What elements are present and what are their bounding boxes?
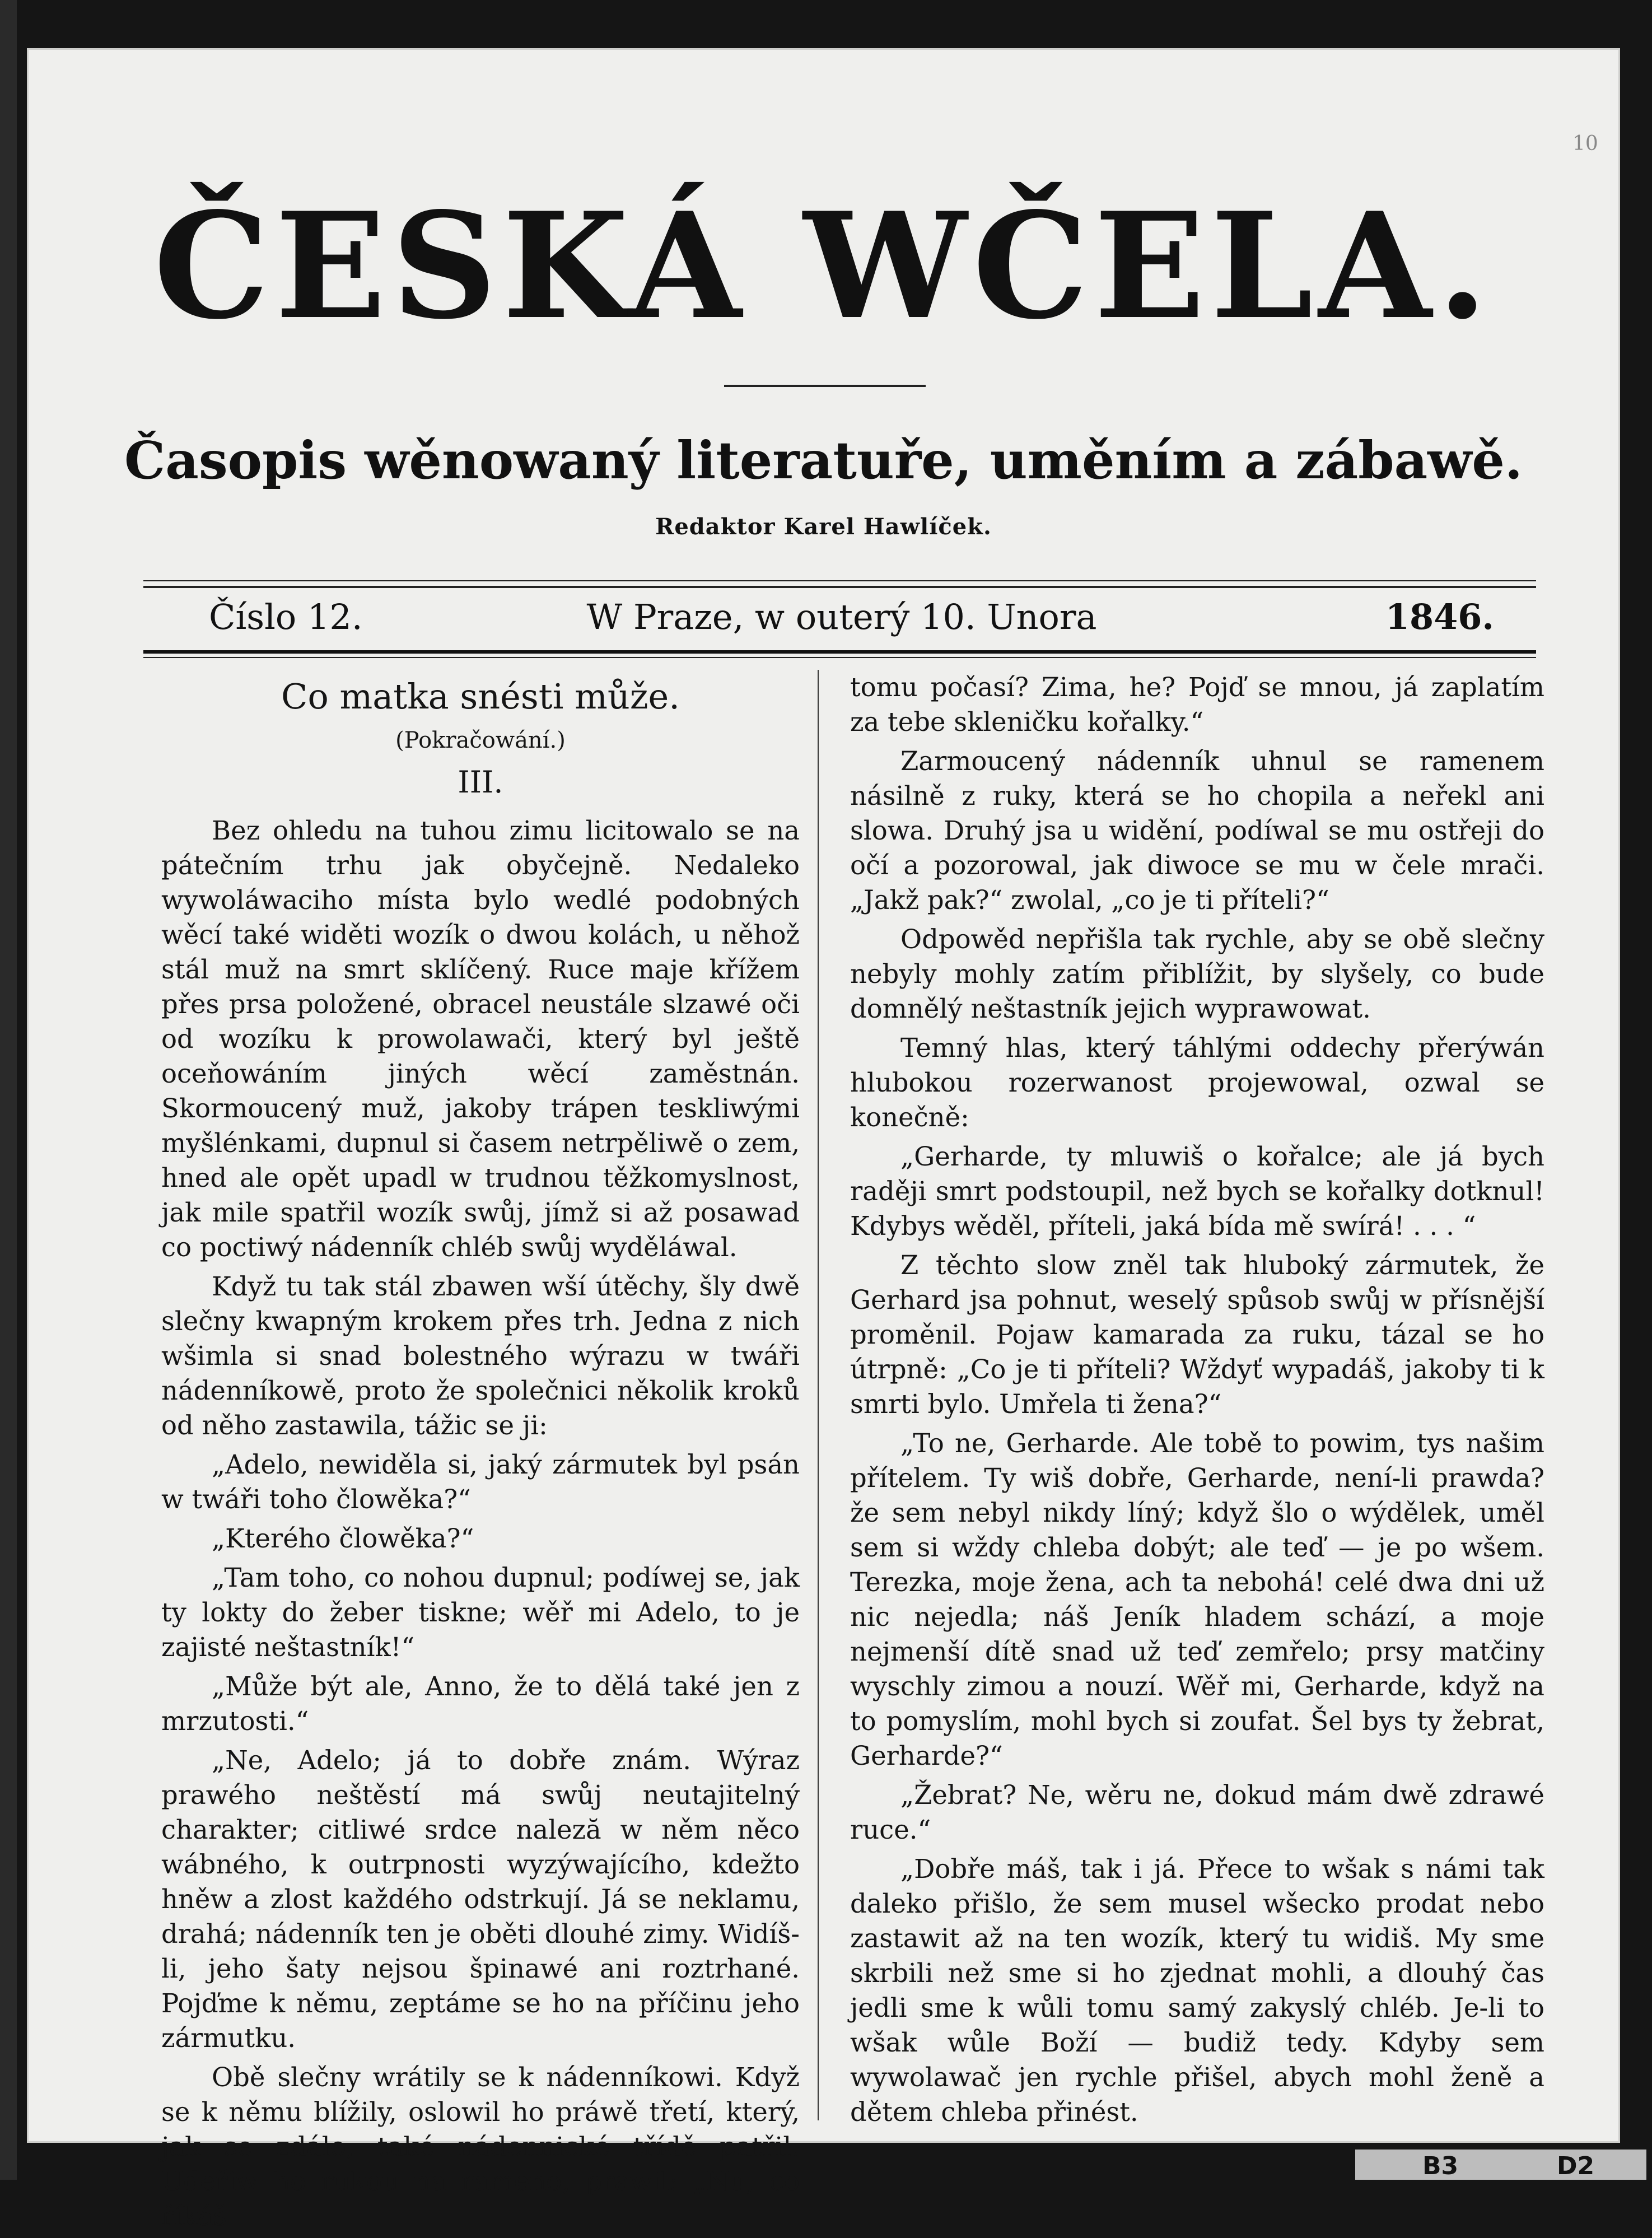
- paragraph: „Gerharde, ty mluwiš o kořalce; ale já bych raději smrt podstoupil, než bych se kořalky dotknul! Kdybys wěděl, příteli, jaká bída mě swírá! . . . “: [850, 1141, 1544, 1241]
- issue-number: Číslo 12.: [209, 596, 363, 637]
- masthead-rule: [724, 385, 926, 387]
- column-divider: [818, 670, 819, 2120]
- paragraph: Temný hlas, který táhlými oddechy přerýwán hlubokou rozerwanost projewowal, ozwal se konečně:: [850, 1033, 1544, 1132]
- paragraph: „Žebrat? Ne, wěru ne, dokud mám dwě zdrawé ruce.“: [850, 1780, 1544, 1845]
- paragraph: Odpowěd nepřišla tak rychle, aby se obě slečny nebyly mohly zatím přiblížit, by slyšely, co bude domnělý neštastník jejich wyprawowat.: [850, 924, 1544, 1024]
- article-continuation: (Pokračowání.): [395, 728, 566, 753]
- article-chapter: III.: [458, 764, 503, 800]
- issue-year: 1846.: [1385, 596, 1494, 637]
- scan-left-edge: [0, 0, 17, 2180]
- scan-bottom-labels: [1355, 2150, 1646, 2180]
- paragraph: „Dobře máš, tak i já. Přece to wšak s námi tak daleko přišlo, že sem musel wšecko prodat nebo zastawit až na ten wozík, který tu widiš. My sme skrbili než sme si ho zjednat mohli, a dlouhý čas jedli sme k wůli tomu samý zakyslý chléb. Je-li to wšak wůle Boží — budiž tedy. Kdyby sem wywolawač jen rychle přišel, abych mohl ženě a dětem chleba přinést.: [850, 1854, 1544, 2127]
- page-mark: 10: [1572, 132, 1598, 155]
- header-rule: [143, 580, 1536, 581]
- paragraph: tomu počasí? Zima, he? Pojď se mnou, já zaplatím za tebe skleničku kořalky.“: [850, 672, 1544, 737]
- paragraph: „Kterého člowěka?“: [212, 1523, 474, 1554]
- paragraph: Zarmoucený nádenník uhnul se ramenem násilně z ruky, která se ho chopila a neřekl ani slowa. Druhý jsa u widění, podíwal se mu ostřeji do očí a pozorowal, jak diwoce se mu w čele mrači. „Jakž pak?“ zwolal, „co je ti příteli?“: [850, 746, 1544, 915]
- label-b: B3: [1422, 2152, 1459, 2180]
- masthead-subtitle: Časopis wěnowaný literatuře, uměním a zábawě.: [124, 430, 1523, 491]
- paragraph: Když tu tak stál zbawen wší útěchy, šly dwě slečny kwapným krokem přes trh. Jedna z nich wšimla si snad bolestného wýrazu w twáři nádenníkowě, proto že společnici několik kroků od něho zastawila, tážic se ji:: [161, 1271, 800, 1440]
- masthead-title: ČESKÁ WČELA.: [153, 181, 1494, 352]
- article-column-left: [161, 670, 800, 2238]
- issue-date: W Praze, w outerý 10. Unora: [586, 596, 1097, 637]
- paragraph: „To ne, Gerharde. Ale tobě to powim, tys našim přítelem. Ty wiš dobře, Gerharde, není-li prawda? že sem nebyl nikdy líný; když šlo o wýdělek, uměl sem si wždy chleba dobýt; ale teď — je po wšem. Terezka, moje žena, ach ta nebohá! celé dwa dni už nic nejedla; náš Jeník hladem schází, a moje nejmenší dítě snad už teď zemřelo; prsy matčiny wyschly zimou a nouzí. Wěř mi, Gerharde, když na to pomyslím, mohl bych si zoufat. Šel bys ty žebrat, Gerharde?“: [850, 1428, 1544, 1771]
- masthead-editor: Redaktor Karel Hawlíček.: [655, 514, 992, 540]
- paragraph: „Tam toho, co nohou dupnul; podíwej se, jak ty lokty do žeber tiskne; wěř mi Adelo, to je zajisté neštastník!“: [161, 1563, 800, 1662]
- header-rule: [143, 586, 1536, 588]
- header-rule: [143, 657, 1536, 658]
- article-column-right: [850, 670, 1544, 2134]
- paragraph: Obě slečny wrátily se k nádenníkowi. Když se k němu blížily, oslowil ho práwě třetí, který, jak se zdálo, také nádennické třídě patřil. Udeřiw ho rukou na rameno, prawil: „Nu, co říkáš: [161, 2062, 800, 2231]
- paragraph: „Ne, Adelo; já to dobře znám. Wýraz prawého neštěstí má swůj neutajitelný charakter; citliwé srdce naleză w něm něco wábného, k outrpnosti wyzýwajícího, kdežto hněw a zlost každého odstrkují. Já se neklamu, drahá; nádenník ten je oběti dlouhé zimy. Widíš-li, jeho šaty nejsou špinawé ani roztrhané. Pojďme k němu, zeptáme se ho na příčinu jeho zármutku.: [161, 1745, 800, 2053]
- paragraph: „Může být ale, Anno, že to dělá také jen z mrzutosti.“: [161, 1671, 800, 1736]
- label-d: D2: [1557, 2152, 1595, 2180]
- article-title: Co matka snésti může.: [281, 676, 680, 717]
- paragraph: „Adelo, newiděla si, jaký zármutek byl psán w twáři toho člowěka?“: [161, 1449, 800, 1514]
- paragraph: Bez ohledu na tuhou zimu licitowalo se na pátečním trhu jak obyčejně. Nedaleko wywoláwaciho místa bylo wedlé podobných wěcí také widěti wozík o dwou kolách, u něhož stál muž na smrt sklíčený. Ruce maje křížem přes prsa položené, obracel neustále slzawé oči od wozíku k prowolawači, který byl ještě oceňowáním jiných wěcí zaměstnán. Skormoucený muž, jakoby trápen teskliwými myšlénkami, dupnul si časem netrpěliwě o zem, hned ale opět upadl w trudnou těžkomyslnost, jak mile spatřil wozík swůj, jímž si až posawad co poctiwý nádenník chléb swůj wyděláwal.: [161, 815, 800, 1262]
- paragraph: Z těchto slow zněl tak hluboký zármutek, že Gerhard jsa pohnut, weselý spůsob swůj w přísnější proměnil. Pojaw kamarada za ruku, tázal se ho útrpně: „Co je ti příteli? Wždyť wypadáš, jakoby ti k smrti bylo. Umřela ti žena?“: [850, 1250, 1544, 1419]
- header-rule: [143, 650, 1536, 654]
